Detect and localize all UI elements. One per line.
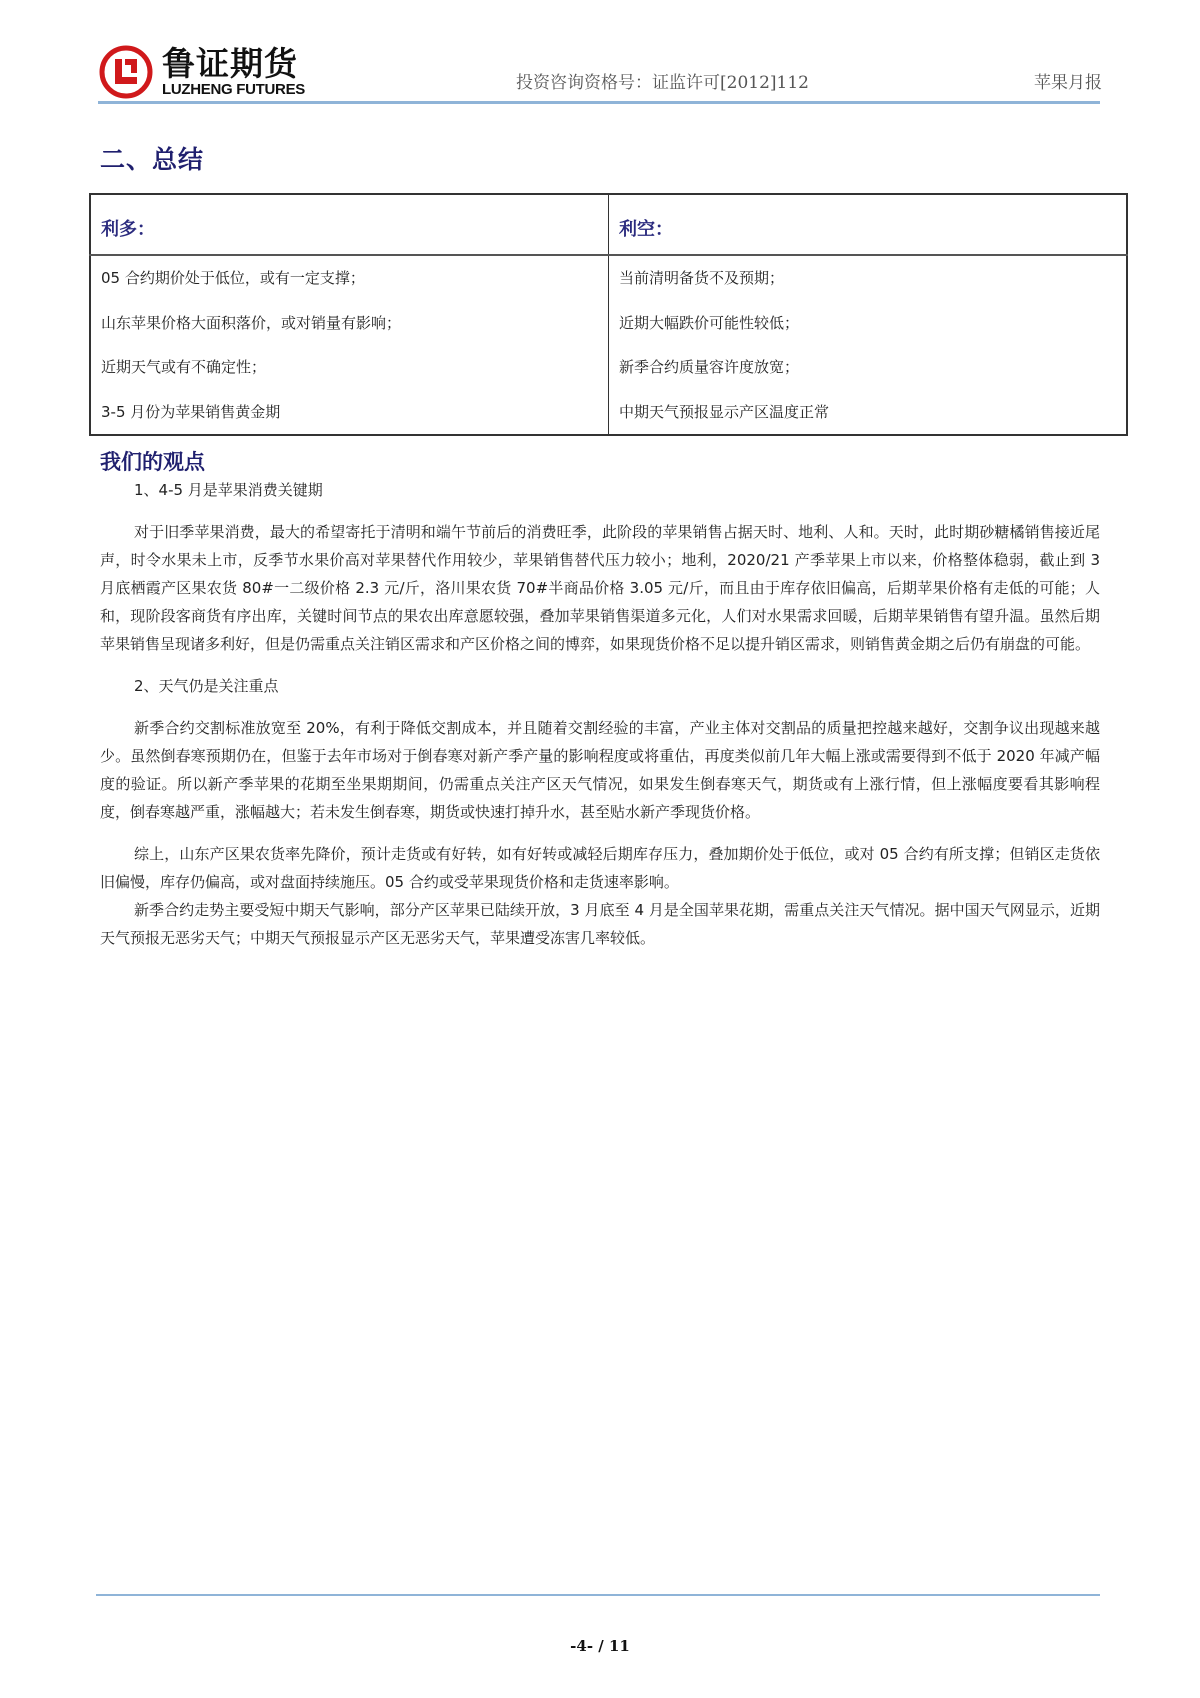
point1-heading: 1、4-5 月是苹果消费关键期 [134,481,323,499]
table-row [90,255,1127,435]
point1-paragraph: 对于旧季苹果消费，最大的希望寄托于清明和端午节前后的消费旺季，此阶段的苹果销售占据天时、地利、人和。天时，此时期砂糖橘销售接近尾声，时令水果未上市，反季节水果价高对苹果替代作用较少，苹果销售替代压力较小；地利，2020/21 产季苹果上市以来，价格整体稳弱，截止到 3 月底栖霞产区果农货 80#一二级价格 2.3 元/斤，洛川果农货 70#半商品价格 3.05 元/斤，而且由于库存依旧偏高，后期苹果价格有走低的可能；人和，现阶段客商货有序出库，关键时间节点的果农出库意愿较强，叠加苹果销售渠道多元化，人们对水果需求回暖，后期苹果销售有望升温。虽然后期苹果销售呈现诸多利好，但是仍需重点关注销区需求和产区价格之间的博弈，如果现货价格不足以提升销区需求，则销售黄金期之后仍有崩盘的可能。 [100,523,1100,653]
table-header-row [90,194,1127,255]
footer-divider [96,1594,1100,1596]
bullish-header-cell [90,194,609,255]
page-header [98,40,1102,102]
bearish-item: 近期大幅跌价可能性较低； [619,313,800,332]
summary-table [89,193,1128,436]
header-divider [98,101,1100,104]
bearish-item: 中期天气预报显示产区温度正常 [619,402,830,421]
luzheng-logo-icon [98,44,154,100]
bullish-item: 05 合约期价处于低位，或有一定支撑； [101,269,365,287]
bearish-item: 当前清明备货不及预期； [619,269,785,287]
company-logo [98,44,305,100]
viewpoint-section [100,448,1100,952]
bearish-item: 新季合约质量容许度放宽； [619,358,800,376]
logo-english-name: LUZHENG FUTURES [162,81,305,98]
bullish-item: 3-5 月份为苹果销售黄金期 [101,402,281,421]
bearish-factors-cell [609,255,1128,435]
point2-heading: 2、天气仍是关注重点 [134,677,279,695]
conclusion-paragraph: 综上，山东产区果农货率先降价，预计走货或有好转，如有好转或减轻后期库存压力，叠加期价处于低位，或对 05 合约有所支撑；但销区走货依旧偏慢，库存仍偏高，或对盘面持续施压。05 合约或受苹果现货价格和走货速率影响。 [100,845,1100,891]
bullish-item: 近期天气或有不确定性； [101,358,267,376]
bearish-header-cell [609,194,1128,255]
viewpoint-title: 我们的观点 [100,450,205,474]
section-title: 二、总结 [100,145,205,174]
logo-chinese-name: 鲁证期货 [162,44,298,83]
bullish-factors-cell [90,255,609,435]
weather-outlook-paragraph: 新季合约走势主要受短中期天气影响，部分产区苹果已陆续开放，3 月底至 4 月是全国苹果花期，需重点关注天气情况。据中国天气网显示，近期天气预报无恶劣天气；中期天气预报显示产区无恶劣天气，苹果遭受冻害几率较低。 [100,901,1100,947]
license-number: 投资咨询资格号：证监许可[2012]112 [516,73,809,93]
report-type: 苹果月报 [1034,73,1102,93]
bearish-label: 利空： [619,219,673,240]
bullish-label: 利多： [101,219,155,240]
page-number: -4- / 11 [570,1637,630,1655]
bullish-item: 山东苹果价格大面积落价，或对销量有影响； [101,313,402,332]
point2-paragraph: 新季合约交割标准放宽至 20%，有利于降低交割成本，并且随着交割经验的丰富，产业主体对交割品的质量把控越来越好，交割争议出现越来越少。虽然倒春寒预期仍在，但鉴于去年市场对于倒春寒对新产季产量的影响程度或将重估，再度类似前几年大幅上涨或需要得到不低于 2020 年减产幅度的验证。所以新产季苹果的花期至坐果期期间，仍需重点关注产区天气情况，如果发生倒春寒天气，期货或有上涨行情，但上涨幅度要看其影响程度，倒春寒越严重，涨幅越大；若未发生倒春寒，期货或快速打掉升水，甚至贴水新产季现货价格。 [100,719,1100,821]
